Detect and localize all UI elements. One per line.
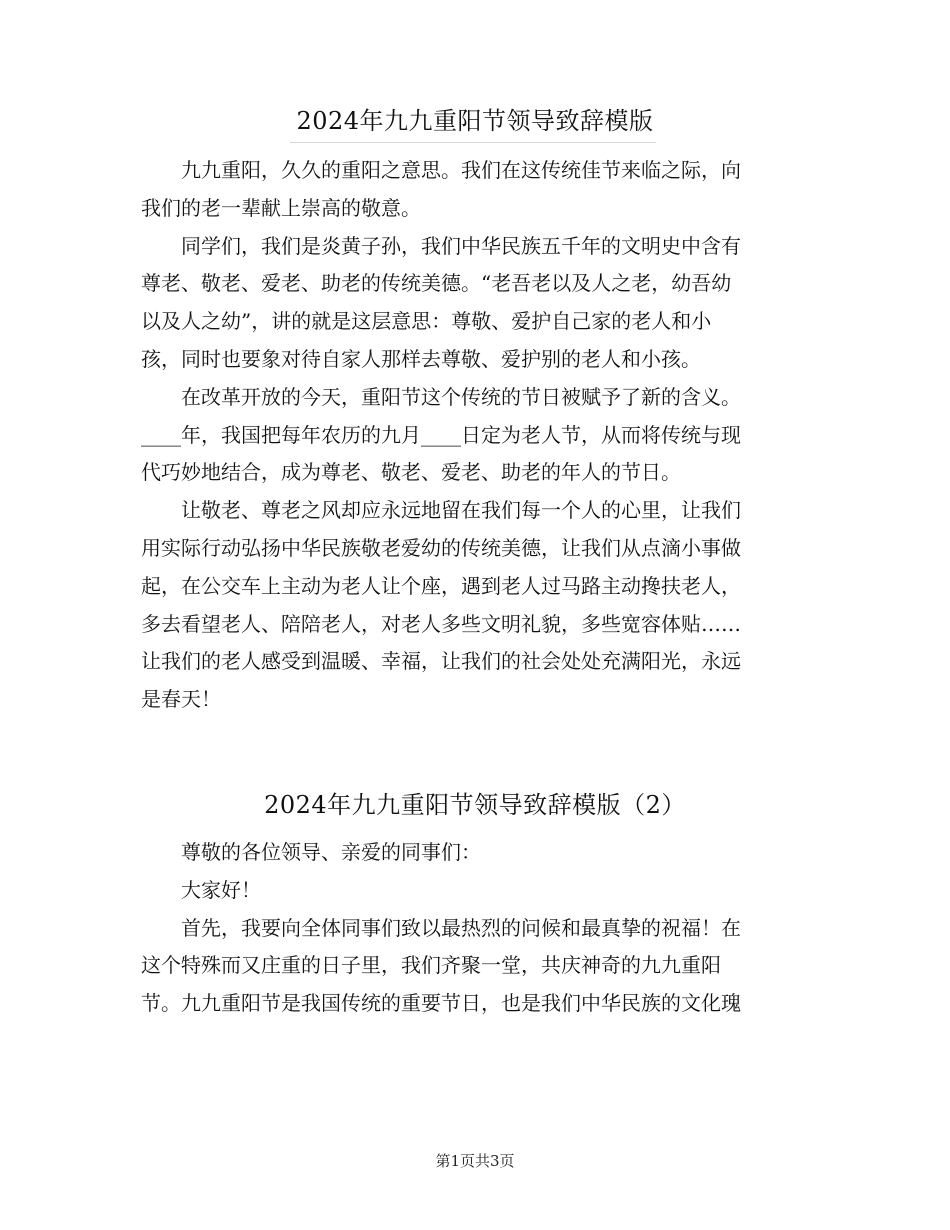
document-title: 2024年九九重阳节领导致辞模版	[296, 107, 654, 135]
paragraph-line: 尊老、敬老、爱老、助老的传统美德。“老吾老以及人之老，幼吾幼	[141, 271, 732, 296]
salutation-line: 尊敬的各位领导、亲爱的同事们：	[181, 840, 481, 864]
paragraph-line: 九九重阳，久久的重阳之意思。我们在这传统佳节来临之际，向	[181, 158, 741, 182]
paragraph-line: 这个特殊而又庄重的日子里，我们齐聚一堂，共庆神奇的九九重阳	[141, 953, 721, 978]
section-1-body	[141, 152, 811, 719]
greeting-line: 大家好！	[181, 877, 261, 902]
section-2-title: 2024年九九重阳节领导致辞模版（2）	[264, 791, 686, 819]
paragraph-line: 孩，同时也要象对待自家人那样去尊敬、爱护别的老人和小孩。	[141, 346, 701, 371]
title-underline	[290, 142, 656, 143]
paragraph-line: 多去看望老人、陪陪老人，对老人多些文明礼貌，多些宽容体贴……	[141, 611, 741, 636]
paragraph-line: 首先，我要向全体同事们致以最热烈的问候和最真挚的祝福！在	[181, 915, 741, 940]
paragraph-line: 是春天！	[141, 687, 221, 712]
section-2-body	[141, 834, 811, 1023]
paragraph-line: 起，在公交车上主动为老人让个座，遇到老人过马路主动搀扶老人，	[141, 573, 741, 598]
paragraph-line: 在改革开放的今天，重阳节这个传统的节日被赋予了新的含义。	[181, 384, 741, 409]
paragraph-line: 我们的老一辈献上崇高的敬意。	[141, 195, 421, 220]
paragraph-line: 同学们，我们是炎黄子孙，我们中华民族五千年的文明史中含有	[181, 233, 741, 258]
paragraph-line: 以及人之幼”，讲的就是这层意思：尊敬、爱护自己家的老人和小	[141, 309, 712, 334]
paragraph-line: 代巧妙地结合，成为尊老、敬老、爱老、助老的年人的节日。	[141, 460, 681, 485]
paragraph-line: 用实际行动弘扬中华民族敬老爱幼的传统美德，让我们从点滴小事做	[141, 535, 741, 560]
page-number-footer: 第1页共3页	[435, 1152, 515, 1170]
paragraph-line: 让我们的老人感受到温暖、幸福，让我们的社会处处充满阳光，永远	[141, 649, 741, 674]
paragraph-line: 让敬老、尊老之风却应永远地留在我们每一个人的心里，让我们	[181, 498, 741, 523]
paragraph-line: 节。九九重阳节是我国传统的重要节日，也是我们中华民族的文化瑰	[141, 991, 741, 1016]
paragraph-line: ____年，我国把每年农历的九月____日定为老人节，从而将传统与现	[141, 422, 741, 447]
